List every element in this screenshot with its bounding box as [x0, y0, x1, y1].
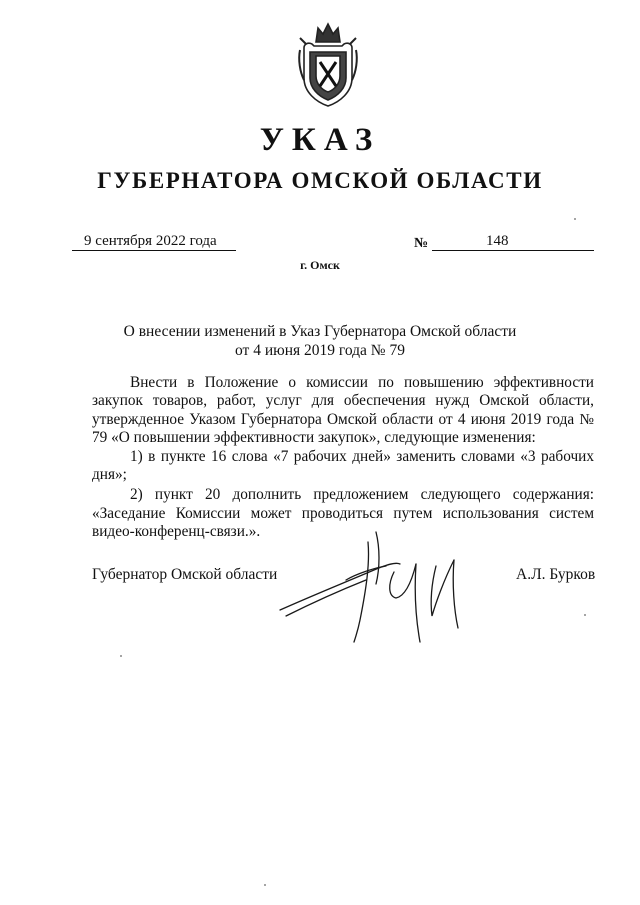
scan-speck: [264, 884, 266, 886]
handwritten-signature-icon: [276, 524, 482, 654]
document-heading: [0, 322, 640, 360]
signer-name: А.Л. Бурков: [516, 566, 596, 583]
decree-date-field: [72, 232, 236, 251]
scan-speck: [584, 614, 586, 616]
city-label: г. Омск: [300, 258, 340, 272]
signer-position: Губернатор Омской области: [92, 566, 278, 583]
scan-speck: [574, 218, 576, 220]
decree-number: 148: [486, 233, 509, 249]
intro-paragraph: Внести в Положение о комиссии по повышению эффективности закупок товаров, работ, услуг для обеспечения нужд Омской области, утвержденное Указом Губернатора Омской области от 4 июня 2019 года № 79 «О повышении эффективности закупок», следующие изменения:: [92, 374, 594, 447]
heading-line-2: от 4 июня 2019 года № 79: [235, 342, 405, 359]
omsk-coat-of-arms-icon: [296, 20, 360, 108]
document-subtitle: ГУБЕРНАТОРА ОМСКОЙ ОБЛАСТИ: [97, 168, 543, 193]
number-sign: №: [414, 236, 429, 251]
decree-number-field: [432, 232, 594, 251]
scan-speck: [120, 655, 122, 657]
document-title: УКАЗ: [259, 122, 381, 158]
document-body: [92, 374, 594, 542]
decree-date: 9 сентября 2022 года: [84, 233, 217, 249]
amendment-item-1: 1) в пункте 16 слова «7 рабочих дней» заменить словами «3 рабочих дня»;: [92, 447, 594, 484]
amendment-item-2: 2) пункт 20 дополнить предложением следующего содержания: «Заседание Комиссии может проводиться путем использования систем видео-конференц-связи.».: [92, 486, 594, 541]
heading-line-1: О внесении изменений в Указ Губернатора Омской области: [123, 323, 517, 340]
